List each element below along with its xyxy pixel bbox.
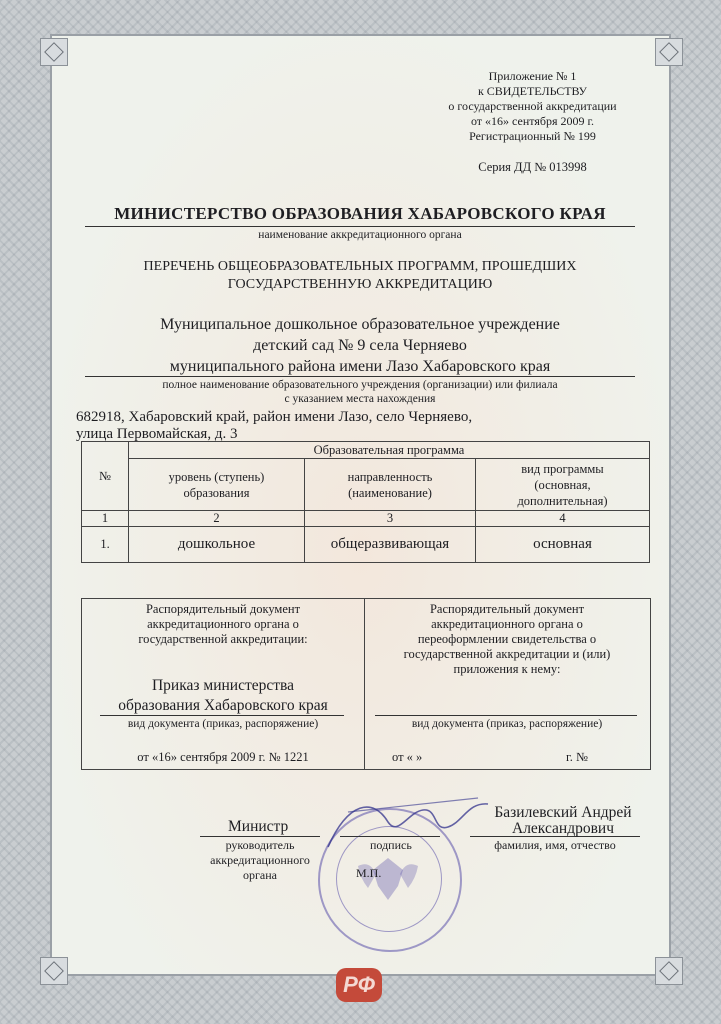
right-doc-heading [365,602,649,677]
table-row [82,527,650,563]
header-text: (основная, [534,477,591,492]
column-number-cell: 2 [129,511,305,527]
row-number-cell: 1. [82,527,129,563]
left-doc-value [82,676,364,716]
appendix-number: Приложение № 1 [488,69,577,83]
column-number-cell: 1 [82,511,129,527]
header-text: образования [183,485,250,500]
institution-caption-line: полное наименование образовательного учреждения (организации) или филиала [162,379,558,391]
signer-name [478,805,648,837]
position-caption [195,838,325,883]
heading-line: аккредитационного органа о [147,617,299,631]
left-doc-date: от «16» сентября 2009 г. № 1221 [137,750,309,764]
row-direction-cell: общеразвивающая [305,527,476,563]
heading-line: аккредитационного органа о [431,617,583,631]
appendix-date: от «16» сентября 2009 г. [470,114,595,128]
appendix-ref: к СВИДЕТЕЛЬСТВУ [477,84,588,98]
row-level-cell: дошкольное [129,527,305,563]
institution-underline [85,376,635,377]
corner-ornament [655,38,683,66]
header-text: уровень (ступень) [168,469,265,484]
institution-line: муниципального района имени Лазо Хабаровского края [169,358,551,375]
caption-line: руководитель [225,838,295,852]
appendix-header [420,69,645,144]
column-number-cell: 4 [476,511,650,527]
corner-ornament [40,957,68,985]
header-text: вид программы [521,461,604,476]
registration-number: Регистрационный № 199 [469,129,596,143]
col-header-type [476,459,650,511]
right-doc-date: от « » [392,750,423,764]
institution-name [60,314,660,377]
col-header-direction [305,459,476,511]
seal-place-label: М.П. [356,866,382,880]
institution-line: Муниципальное дошкольное образовательное учреждение [160,316,560,333]
corner-ornament [40,38,68,66]
heading-line: переоформлении свидетельства о [417,632,597,646]
column-number-cell: 3 [305,511,476,527]
col-header-number: № [82,442,129,511]
col-header-level [129,459,305,511]
signature-caption: подпись [370,838,412,852]
caption-line: аккредитационного [210,853,310,867]
signature-underline [340,836,440,837]
institution-line: детский сад № 9 села Черняево [253,337,467,354]
right-doc-number: г. № [566,750,588,764]
left-doc-caption: вид документа (приказ, распоряжение) [127,718,319,730]
right-doc-underline [375,715,637,716]
header-text: (наименование) [348,485,432,500]
institution-caption-line: с указанием места нахождения [284,393,436,405]
value-line: Приказ министерства [151,677,295,694]
appendix-ref-2: о государственной аккредитации [448,99,617,113]
rf-emblem: РФ [336,968,382,1002]
name-caption: фамилия, имя, отчество [494,838,616,852]
heading-line: Распорядительный документ [429,602,585,616]
left-doc-underline [100,715,344,716]
row-type-cell: основная [476,527,650,563]
institution-address [76,409,636,443]
left-doc-heading [82,602,364,647]
name-line: Александрович [512,820,614,837]
name-line: Базилевский Андрей [494,804,632,821]
header-text: направленность [347,469,433,484]
heading-line: приложения к нему: [453,662,561,676]
ministry-caption: наименование аккредитационного органа [258,229,462,241]
list-title-line: ГОСУДАРСТВЕННУЮ АККРЕДИТАЦИЮ [227,277,493,292]
corner-ornament [655,957,683,985]
address-line: улица Первомайская, д. 3 [76,426,238,442]
col-group-header: Образовательная программа [129,442,650,459]
signer-position: Министр [228,818,289,835]
right-doc-caption: вид документа (приказ, распоряжение) [411,718,603,730]
position-underline [200,836,320,837]
list-title [60,258,660,294]
address-line: 682918, Хабаровский край, район имени Лазо, село Черняево, [76,409,473,425]
ministry-underline [85,226,635,227]
institution-caption [60,378,660,406]
programs-table [81,441,650,563]
heading-line: государственной аккредитации: [138,632,308,646]
heading-line: Распорядительный документ [145,602,301,616]
header-text: дополнительная) [517,493,608,508]
series-number: Серия ДД № 013998 [478,160,587,174]
ministry-name: МИНИСТЕРСТВО ОБРАЗОВАНИЯ ХАБАРОВСКОГО КРАЯ [114,204,606,223]
value-line: образования Хабаровского края [118,697,328,714]
list-title-line: ПЕРЕЧЕНЬ ОБЩЕОБРАЗОВАТЕЛЬНЫХ ПРОГРАММ, ПРОШЕДШИХ [143,259,577,274]
heading-line: государственной аккредитации и (или) [403,647,611,661]
caption-line: органа [243,868,277,882]
